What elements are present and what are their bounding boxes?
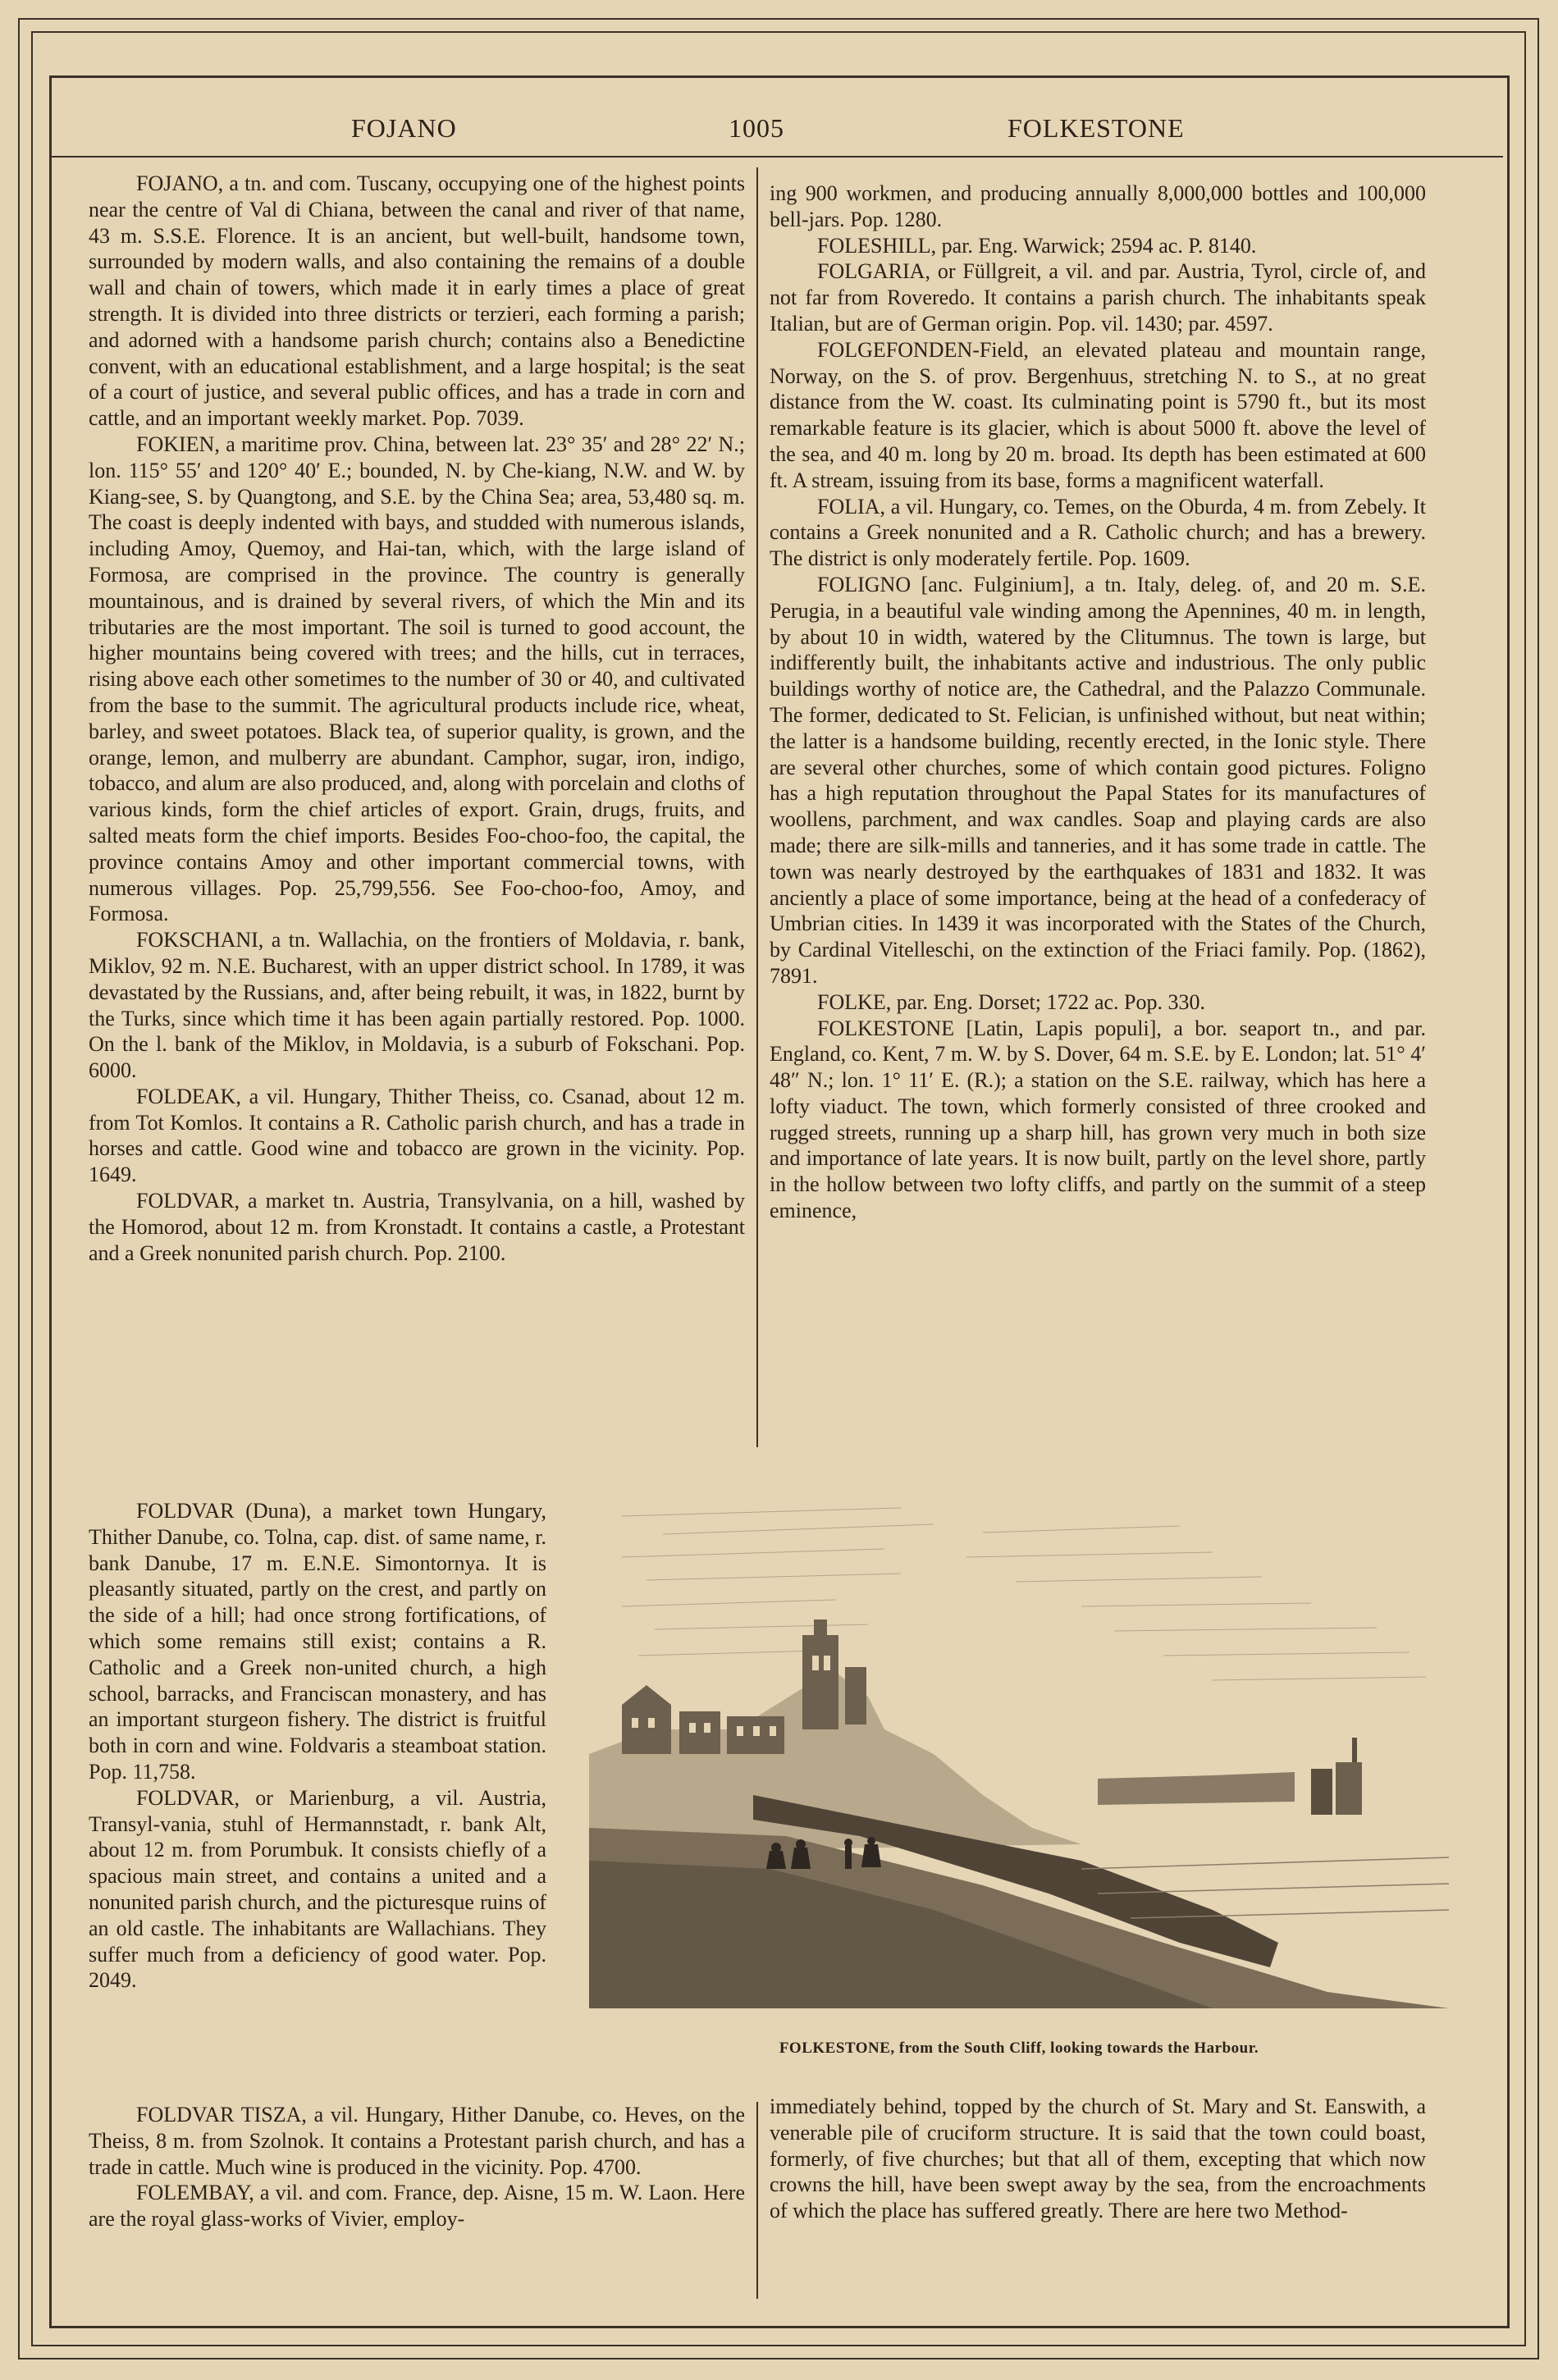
entry-headword: FOKIEN, bbox=[136, 432, 220, 456]
header-rule bbox=[51, 156, 1503, 158]
entry-text: a tn. and com. Tuscany, occupying one of the highest points near the centre of Val di Chiana, between the canal and river of that name, 43 m. S.S.E. Florence. It is an ancient, but well-built, handsome town, surrounded by modern walls, and also containing the remains of a double wall and chain of towers, which made it in early times a place of great strength. It is divided into three districts or terzieri, each forming a parish; and adorned with a handsome parish church; contains also a Benedictine convent, with an educational establishment, and a large hospital; is the seat of a court of justice, and several public offices, and has a trade in corn and cattle, and an important weekly market. Pop. 7039. bbox=[89, 171, 745, 431]
right-column bbox=[770, 180, 1426, 1224]
entry-headword: FOLDEAK, bbox=[136, 1084, 241, 1108]
header-left-word: FOJANO bbox=[351, 113, 457, 143]
entry-text: a vil. Hungary, Hither Danube, co. Heves, on the Theiss, 8 m. from Szolnok. It contains a Protestant parish church, and has a trade in cattle. Much wine is produced in the vicinity. Pop. 4700. bbox=[89, 2103, 745, 2179]
entry-paragraph bbox=[89, 432, 745, 927]
entry-text: [anc. Fulginium], a tn. Italy, deleg. of, and 20 m. S.E. Perugia, in a beautiful vale winding among the Apennines, 40 m. in length, by about 10 in width, watered by the Clitumnus. The town is large, but indifferently built, the inhabitants active and industrious. The only public buildings worthy of notice are, the Cathedral, and the Palazzo Communale. The former, dedicated to St. Felician, is unfinished without, but neat within; the latter is a handsome building, recently erected, in the Ionic style. There are several other churches, some of which contain good pictures. Foligno has a high reputation throughout the Papal States for its manufactures of woollens, parchment, and wax candles. Soap and playing cards are also made; there are silk-mills and tanneries, and it has some trade in cattle. The town was nearly destroyed by the earthquakes of 1831 and 1832. It was anciently a place of some importance, being at the head of a confederacy of Umbrian cities. In 1439 it was incorporated with the States of the Church, by Cardinal Vitelleschi, on the extinction of the Friaci family. Pop. (1862), 7891. bbox=[770, 572, 1426, 988]
left-column bbox=[89, 171, 745, 1266]
entry-paragraph bbox=[89, 1188, 745, 1266]
entry-text: a vil. and com. France, dep. Aisne, 15 m. W. Laon. Here are the royal glass-works of Vivier, employ- bbox=[89, 2181, 745, 2232]
entry-text: an elevated plateau and mountain range, Norway, on the S. of prov. Bergenhuus, stretching N. to S., at no great distance from the W. coast. Its culminating point is 5790 ft., but its most remarkable feature is its glacier, which is about 5000 ft. above the level of the sea, and 40 m. long by 20 m. broad. Its depth has been estimated at 600 ft. A stream, issuing from its base, forms a magnificent waterfall. bbox=[770, 337, 1426, 492]
entry-paragraph bbox=[770, 494, 1426, 572]
entry-headword: FOLDVAR (Duna), bbox=[136, 1499, 312, 1523]
entry-headword: FOLIGNO bbox=[817, 572, 911, 596]
entry-text: a market town Hungary, Thither Danube, co. Tolna, cap. dist. of same name, r. bank Danube, 17 m. E.N.E. Simontornya. It is pleasantly situated, partly on the crest, and partly on the side of a hill; had once strong fortifications, of which some remains still exist; contains a R. Catholic and a Greek non-united church, a high school, barracks, and Franciscan monastery, and has an important sturgeon fishery. The district is fruitful both in corn and wine. Foldvaris a steamboat station. Pop. 11,758. bbox=[89, 1499, 546, 1784]
entry-headword: FOLKE, bbox=[817, 989, 892, 1014]
entry-paragraph bbox=[770, 989, 1426, 1016]
left-narrow-column bbox=[89, 1498, 546, 1994]
entry-headword: FOLDVAR TISZA, bbox=[136, 2103, 307, 2126]
column-divider-bottom bbox=[756, 2102, 758, 2299]
entry-headword: FOLGARIA, bbox=[817, 259, 930, 284]
column-divider-top bbox=[756, 167, 758, 1447]
entry-text: a market tn. Austria, Transylvania, on a hill, washed by the Homorod, about 12 m. from Kronstadt. It contains a castle, a Protestant and a Greek nonunited parish church. Pop. 2100. bbox=[89, 1189, 745, 1265]
entry-paragraph bbox=[89, 927, 745, 1084]
entry-headword: FOKSCHANI, bbox=[136, 928, 264, 952]
entry-paragraph bbox=[89, 1084, 745, 1188]
right-bottom-column bbox=[770, 2094, 1426, 2224]
entry-text: a vil. Hungary, co. Temes, on the Oburda, 4 m. from Zebely. It contains a Greek nonunited and a R. Catholic church; and has a brewery. The district is only moderately fertile. Pop. 1609. bbox=[770, 494, 1426, 571]
entry-text: [Latin, Lapis populi], a bor. seaport tn., and par. England, co. Kent, 7 m. W. by S. Dover, 64 m. S.E. by E. London; lat. 51° 4′ 48″ N.; lon. 1° 11′ E. (R.); a station on the S.E. railway, which has here a lofty viaduct. The town, which formerly consisted of three crooked and rugged streets, running up a sharp hill, has grown very much in both size and importance of late years. It is now built, partly on the level shore, partly in the hollow between two lofty cliffs, and partly on the summit of a steep eminence, bbox=[770, 1016, 1426, 1223]
entry-headword: FOLIA, bbox=[817, 494, 886, 518]
page-number: 1005 bbox=[729, 113, 784, 143]
entry-text: or Marienburg, a vil. Austria, Transyl-vania, stuhl of Hermannstadt, r. bank Alt, about 12 m. from Porumbuk. It consists chiefly of a spacious main street, and contains a united and a nonunited parish church, and the picturesque ruins of an old castle. The inhabitants are Wallachians. They suffer much from a deficiency of good water. Pop. 2049. bbox=[89, 1785, 546, 1993]
entry-headword: FOJANO, bbox=[136, 171, 224, 195]
entry-headword: FOLGEFONDEN-Field, bbox=[817, 337, 1029, 362]
entry-text: par. Eng. Warwick; 2594 ac. P. 8140. bbox=[936, 233, 1257, 258]
entry-text: ing 900 workmen, and producing annually 8,000,000 bottles and 100,000 bell-jars. Pop. 1280. bbox=[770, 181, 1426, 231]
entry-paragraph bbox=[89, 1785, 546, 1994]
left-bottom-column bbox=[89, 2102, 745, 2232]
entry-paragraph bbox=[89, 2180, 745, 2232]
entry-paragraph bbox=[89, 171, 745, 432]
entry-headword: FOLKESTONE bbox=[817, 1016, 955, 1040]
entry-headword: FOLDVAR, bbox=[136, 1785, 240, 1810]
entry-paragraph bbox=[770, 258, 1426, 336]
entry-text: a maritime prov. China, between lat. 23° 35′ and 28° 22′ N.; lon. 115° 55′ and 120° 40′ E.; bounded, N. by Che-kiang, N.W. and W. by Kiang-see, S. by Quangtong, and S.E. by the China Sea; area, 53,480 sq. m. The coast is deeply indented with bays, and studded with numerous islands, including Amoy, Quemoy, and Hai-tan, which, with the large island of Formosa, are comprised in the province. The country is generally mountainous, and is drained by several rivers, of which the Min and its tributaries are the most important. The soil is turned to good account, the higher mountains being covered with trees; and the hills, cut in terraces, rising above each other sometimes to the number of 30 or 40, and cultivated from the base to the summit. The agricultural products include rice, wheat, barley, and sweet potatoes. Black tea, of superior quality, is grown, and the orange, lemon, and mulberry are abundant. Camphor, sugar, iron, indigo, tobacco, and alum are also produced, and, along with porcelain and cloths of various kinds, form the chief articles of export. Grain, drugs, fruits, and salted meats form the chief imports. Besides Foo-choo-foo, the capital, the province contains Amoy and other important commercial towns, with numerous villages. Pop. 25,799,556. See Foo-choo-foo, Amoy, and Formosa. bbox=[89, 432, 745, 926]
entry-paragraph bbox=[89, 1498, 546, 1785]
entry-text: a vil. Hungary, Thither Theiss, co. Csanad, about 12 m. from Tot Komlos. It contains a R. Catholic parish church, and has a trade in horses and cattle. Good wine and tobacco are grown in the vicinity. Pop. 1649. bbox=[89, 1084, 745, 1187]
entry-headword: FOLDVAR, bbox=[136, 1189, 240, 1213]
entry-text: or Füllgreit, a vil. and par. Austria, Tyrol, circle of, and not far from Roveredo. It contains a parish church. The inhabitants speak Italian, but are of German origin. Pop. vil. 1430; par. 4597. bbox=[770, 259, 1426, 336]
entry-paragraph bbox=[770, 233, 1426, 259]
entry-headword: FOLESHILL, bbox=[817, 233, 937, 258]
folkestone-engraving bbox=[589, 1483, 1449, 2008]
entry-headword: FOLEMBAY, bbox=[136, 2181, 254, 2205]
entry-paragraph bbox=[770, 180, 1426, 233]
entry-paragraph bbox=[770, 572, 1426, 989]
entry-text: immediately behind, topped by the church of St. Mary and St. Eanswith, a venerable pile of cruciform structure. It is said that the town could boast, formerly, of five churches; but that all of them, excepting that which now crowns the hill, have been swept away by the sea, from the encroachments of which the place has suffered greatly. There are here two Method- bbox=[770, 2094, 1426, 2223]
entry-text: par. Eng. Dorset; 1722 ac. Pop. 330. bbox=[891, 989, 1206, 1014]
entry-paragraph bbox=[770, 1016, 1426, 1224]
entry-paragraph bbox=[89, 2102, 745, 2180]
entry-text: a tn. Wallachia, on the frontiers of Moldavia, r. bank, Miklov, 92 m. N.E. Bucharest, with an upper district school. In 1789, it was devastated by the Russians, and, after being rebuilt, it was, in 1822, burnt by the Turks, since which time it has been again partially restored. Pop. 1000. On the l. bank of the Miklov, in Moldavia, is a suburb of Fokschani. Pop. 6000. bbox=[89, 928, 745, 1083]
entry-paragraph bbox=[770, 2094, 1426, 2224]
figure-caption: FOLKESTONE, from the South Cliff, looking towards the Harbour. bbox=[779, 2040, 1259, 2057]
header-right-word: FOLKESTONE bbox=[1007, 113, 1185, 143]
entry-paragraph bbox=[770, 337, 1426, 494]
